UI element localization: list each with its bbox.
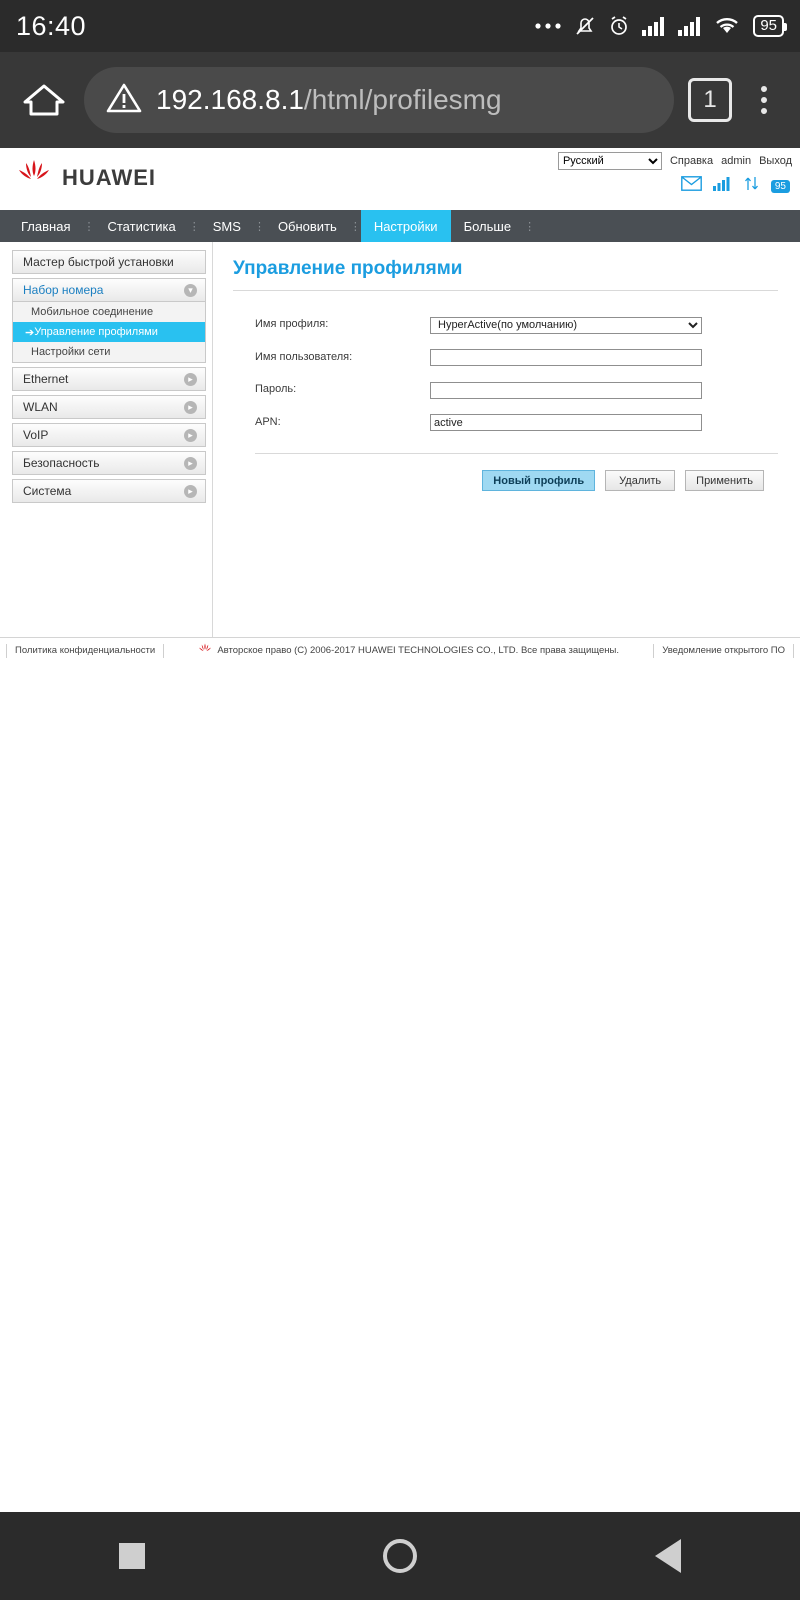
sidebar-item-voip[interactable]: [12, 423, 206, 447]
delete-button[interactable]: Удалить: [605, 470, 675, 491]
battery-icon: 95: [753, 15, 784, 37]
sidebar-item-network-settings[interactable]: Настройки сети: [31, 346, 111, 358]
password-input[interactable]: [430, 382, 702, 399]
huawei-flower-logo: [14, 158, 54, 197]
apn-label: APN:: [255, 415, 281, 428]
overflow-menu-icon[interactable]: [746, 86, 782, 114]
main-content: [212, 242, 800, 637]
sidebar-item-label: WLAN: [23, 400, 58, 414]
home-circle-icon[interactable]: [383, 1539, 417, 1573]
main-navigation: [0, 210, 800, 242]
chevron-right-icon[interactable]: ▸: [184, 429, 197, 442]
nav-separator: ⋮: [349, 220, 361, 233]
apn-input[interactable]: [430, 414, 702, 431]
wifi-icon: [713, 15, 741, 37]
up-down-arrows-icon: [744, 176, 760, 196]
alarm-icon: [607, 14, 631, 38]
sidebar-item-system[interactable]: [12, 479, 206, 503]
nav-separator: ⋮: [253, 220, 265, 233]
page-title: Управление профилями: [233, 258, 778, 291]
help-link[interactable]: Справка: [669, 155, 714, 167]
nav-separator: ⋮: [83, 220, 95, 233]
sidebar-item-label: Система: [23, 484, 72, 498]
sidebar-item-label: Мастер быстрой установки: [23, 255, 174, 269]
mute-bell-icon: [573, 14, 597, 38]
nav-item-home[interactable]: Главная: [21, 218, 71, 234]
sidebar-item-wlan[interactable]: [12, 395, 206, 419]
battery-percent-badge: 95: [771, 180, 790, 193]
chevron-right-icon[interactable]: ▸: [184, 485, 197, 498]
footer-divider: [793, 644, 794, 658]
copyright-block: [164, 643, 653, 658]
sidebar-item-dialup[interactable]: [12, 278, 206, 302]
brand-name: HUAWEI: [62, 164, 156, 190]
username-label: Имя пользователя:: [255, 350, 353, 363]
home-icon[interactable]: [18, 80, 70, 120]
form-row-profile-name: [233, 315, 778, 334]
tab-count-button[interactable]: 1: [688, 78, 732, 122]
huawei-flower-logo-small: [198, 643, 212, 658]
form-row-password: [233, 380, 778, 399]
sidebar-group-dialup: [12, 278, 206, 363]
address-bar[interactable]: [84, 67, 674, 133]
sidebar-item-label: Управление профилями: [34, 326, 158, 338]
nav-item-settings[interactable]: Настройки: [361, 210, 451, 242]
sidebar-item-quick-setup[interactable]: [12, 250, 206, 274]
sidebar: [0, 242, 212, 637]
status-clock: 16:40: [16, 10, 87, 41]
language-select[interactable]: [558, 152, 662, 170]
status-icon-tray: [533, 14, 784, 38]
opensource-notice-link[interactable]: Уведомление открытого ПО: [662, 645, 785, 656]
chevron-right-icon[interactable]: ▸: [184, 457, 197, 470]
header-top-controls: [558, 152, 792, 170]
chevron-down-icon[interactable]: ▾: [184, 284, 197, 297]
android-status-bar: [0, 0, 800, 52]
signal-bars-1-icon: [641, 15, 667, 37]
signal-bars-icon: [713, 176, 733, 196]
page-footer: [0, 637, 800, 663]
nav-item-statistics[interactable]: Статистика: [107, 218, 176, 234]
current-user-label: admin: [721, 155, 752, 167]
insecure-warning-icon: [106, 82, 142, 119]
password-label: Пароль:: [255, 383, 297, 396]
sidebar-group-system: [12, 479, 206, 503]
sidebar-item-ethernet[interactable]: [12, 367, 206, 391]
sidebar-group-quick-setup: [12, 250, 206, 274]
page-body: [0, 242, 800, 637]
nav-separator: ⋮: [188, 220, 200, 233]
sidebar-submenu-dialup: [12, 302, 206, 363]
sidebar-item-mobile-connection[interactable]: Мобильное соединение: [31, 306, 154, 318]
recents-square-icon[interactable]: [119, 1543, 145, 1569]
sidebar-item-profile-management[interactable]: ➔ Управление профилями: [13, 322, 205, 342]
back-triangle-icon[interactable]: [655, 1539, 681, 1573]
brand-logo: [14, 158, 156, 197]
form-row-username: [233, 348, 778, 367]
envelope-icon[interactable]: [681, 176, 702, 196]
nav-separator: ⋮: [524, 220, 536, 233]
profile-name-select[interactable]: [430, 317, 702, 334]
privacy-policy-link[interactable]: Политика конфиденциальности: [15, 645, 156, 656]
sidebar-group-wlan: [12, 395, 206, 419]
logout-link[interactable]: Выход: [759, 155, 792, 167]
header-status-icons: [681, 176, 790, 196]
profile-name-label: Имя профиля:: [255, 318, 329, 331]
sidebar-group-ethernet: [12, 367, 206, 391]
new-profile-button[interactable]: Новый профиль: [482, 470, 595, 491]
blank-page-area: [0, 663, 800, 1408]
form-divider: [255, 453, 778, 454]
chevron-right-icon[interactable]: ▸: [184, 373, 197, 386]
url-path: /html/profilesmg: [303, 84, 502, 115]
android-navigation-bar: [0, 1512, 800, 1600]
signal-bars-2-icon: [677, 15, 703, 37]
nav-item-update[interactable]: Обновить: [277, 218, 337, 234]
router-webpage: [0, 148, 800, 1408]
sidebar-item-label: VoIP: [23, 428, 49, 442]
nav-item-more[interactable]: Больше: [463, 218, 512, 234]
sidebar-item-label: Ethernet: [23, 372, 69, 386]
nav-item-sms[interactable]: SMS: [212, 218, 241, 234]
apply-button[interactable]: Применить: [685, 470, 764, 491]
sidebar-item-label: Безопасность: [23, 456, 100, 470]
browser-toolbar: [0, 52, 800, 148]
form-row-apn: [233, 413, 778, 432]
action-buttons: [233, 470, 778, 491]
sidebar-group-security: [12, 451, 206, 475]
sidebar-item-label: Набор номера: [23, 283, 104, 297]
copyright-text: Авторское право (C) 2006-2017 HUAWEI TECHNOLOGIES CO., LTD. Все права защищены.: [217, 645, 620, 656]
router-header: [0, 148, 800, 210]
sidebar-item-security[interactable]: [12, 451, 206, 475]
sidebar-group-voip: [12, 423, 206, 447]
username-input[interactable]: [430, 349, 702, 366]
more-dots-icon: [533, 21, 563, 31]
url-host: 192.168.8.1: [156, 84, 304, 115]
chevron-right-icon[interactable]: ▸: [184, 401, 197, 414]
url-text: [156, 84, 502, 116]
